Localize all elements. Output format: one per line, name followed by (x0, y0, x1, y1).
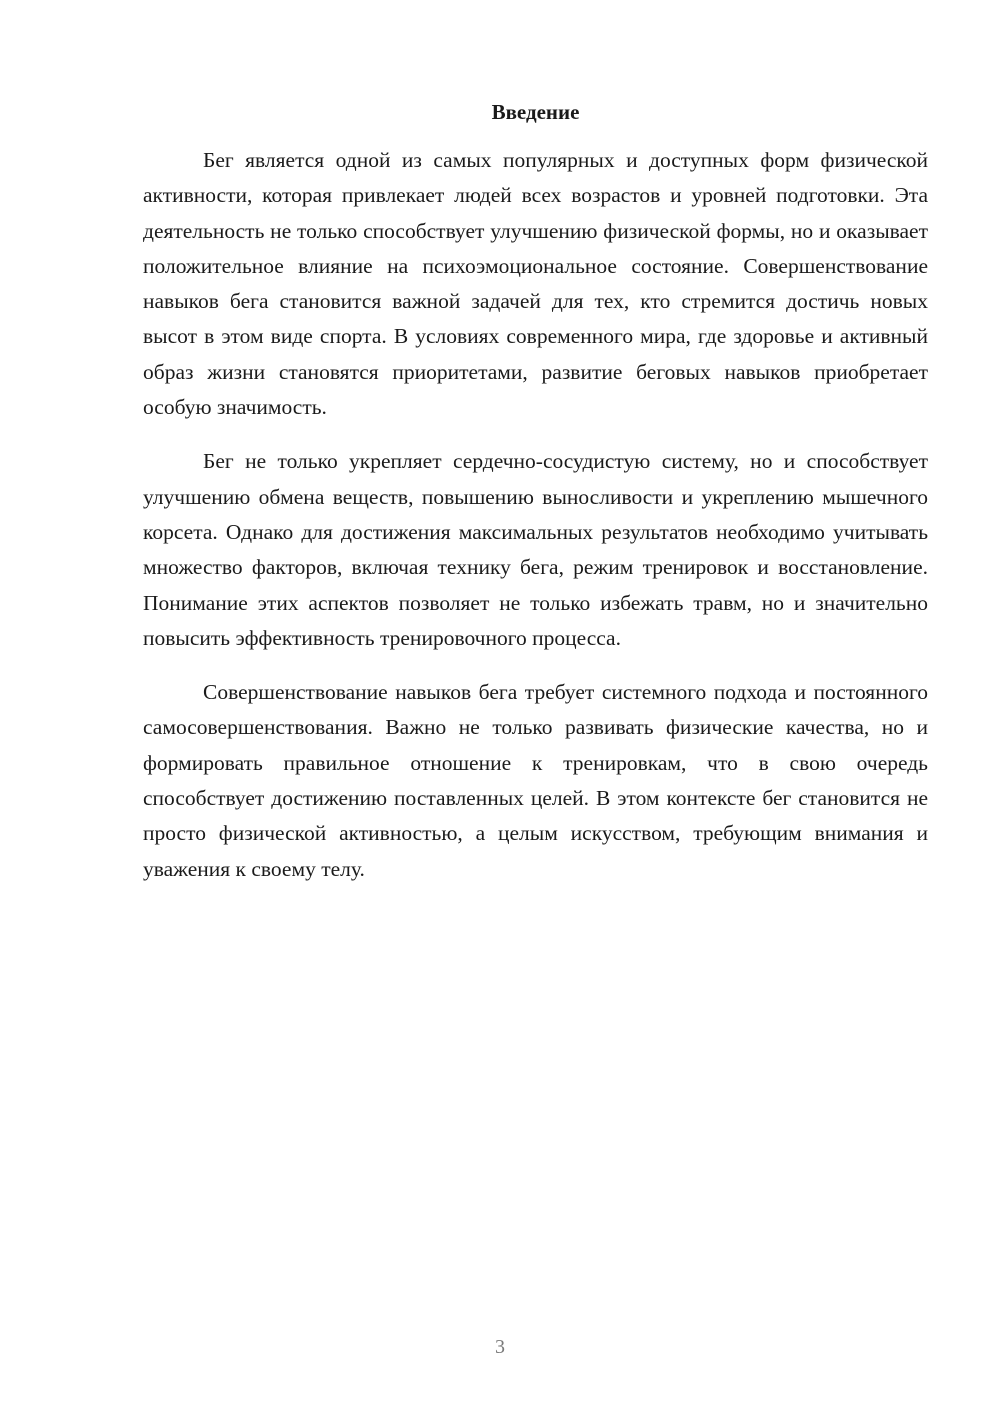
paragraph-3: Совершенствование навыков бега требует системного подхода и постоянного самосовершенствования. Важно не только развивать физические качества, но и формировать правильное отношение к тренировкам, что в свою очередь способствует достижению поставленных целей. В этом контексте бег становится не просто физической активностью, а целым искусством, требующим внимания и уважения к своему телу. (143, 680, 928, 881)
section-heading: Введение (491, 100, 580, 124)
paragraph-1: Бег является одной из самых популярных и доступных форм физической активности, которая привлекает людей всех возрастов и уровней подготовки. Эта деятельность не только способствует улучшению физической формы, но и оказывает положительное влияние на психоэмоциональное состояние. Совершенствование навыков бега становится важной задачей для тех, кто стремится достичь новых высот в этом виде спорта. В условиях современного мира, где здоровье и активный образ жизни становятся приоритетами, развитие беговых навыков приобретает особую значимость. (143, 148, 928, 420)
paragraph-2: Бег не только укрепляет сердечно-сосудистую систему, но и способствует улучшению обмена веществ, повышению выносливости и укреплению мышечного корсета. Однако для достижения максимальных результатов необходимо учитывать множество факторов, включая технику бега, режим тренировок и восстановление. Понимание этих аспектов позволяет не только избежать травм, но и значительно повысить эффективность тренировочного процесса. (143, 449, 928, 650)
body-text (143, 143, 928, 906)
page-number: 3 (495, 1336, 505, 1358)
